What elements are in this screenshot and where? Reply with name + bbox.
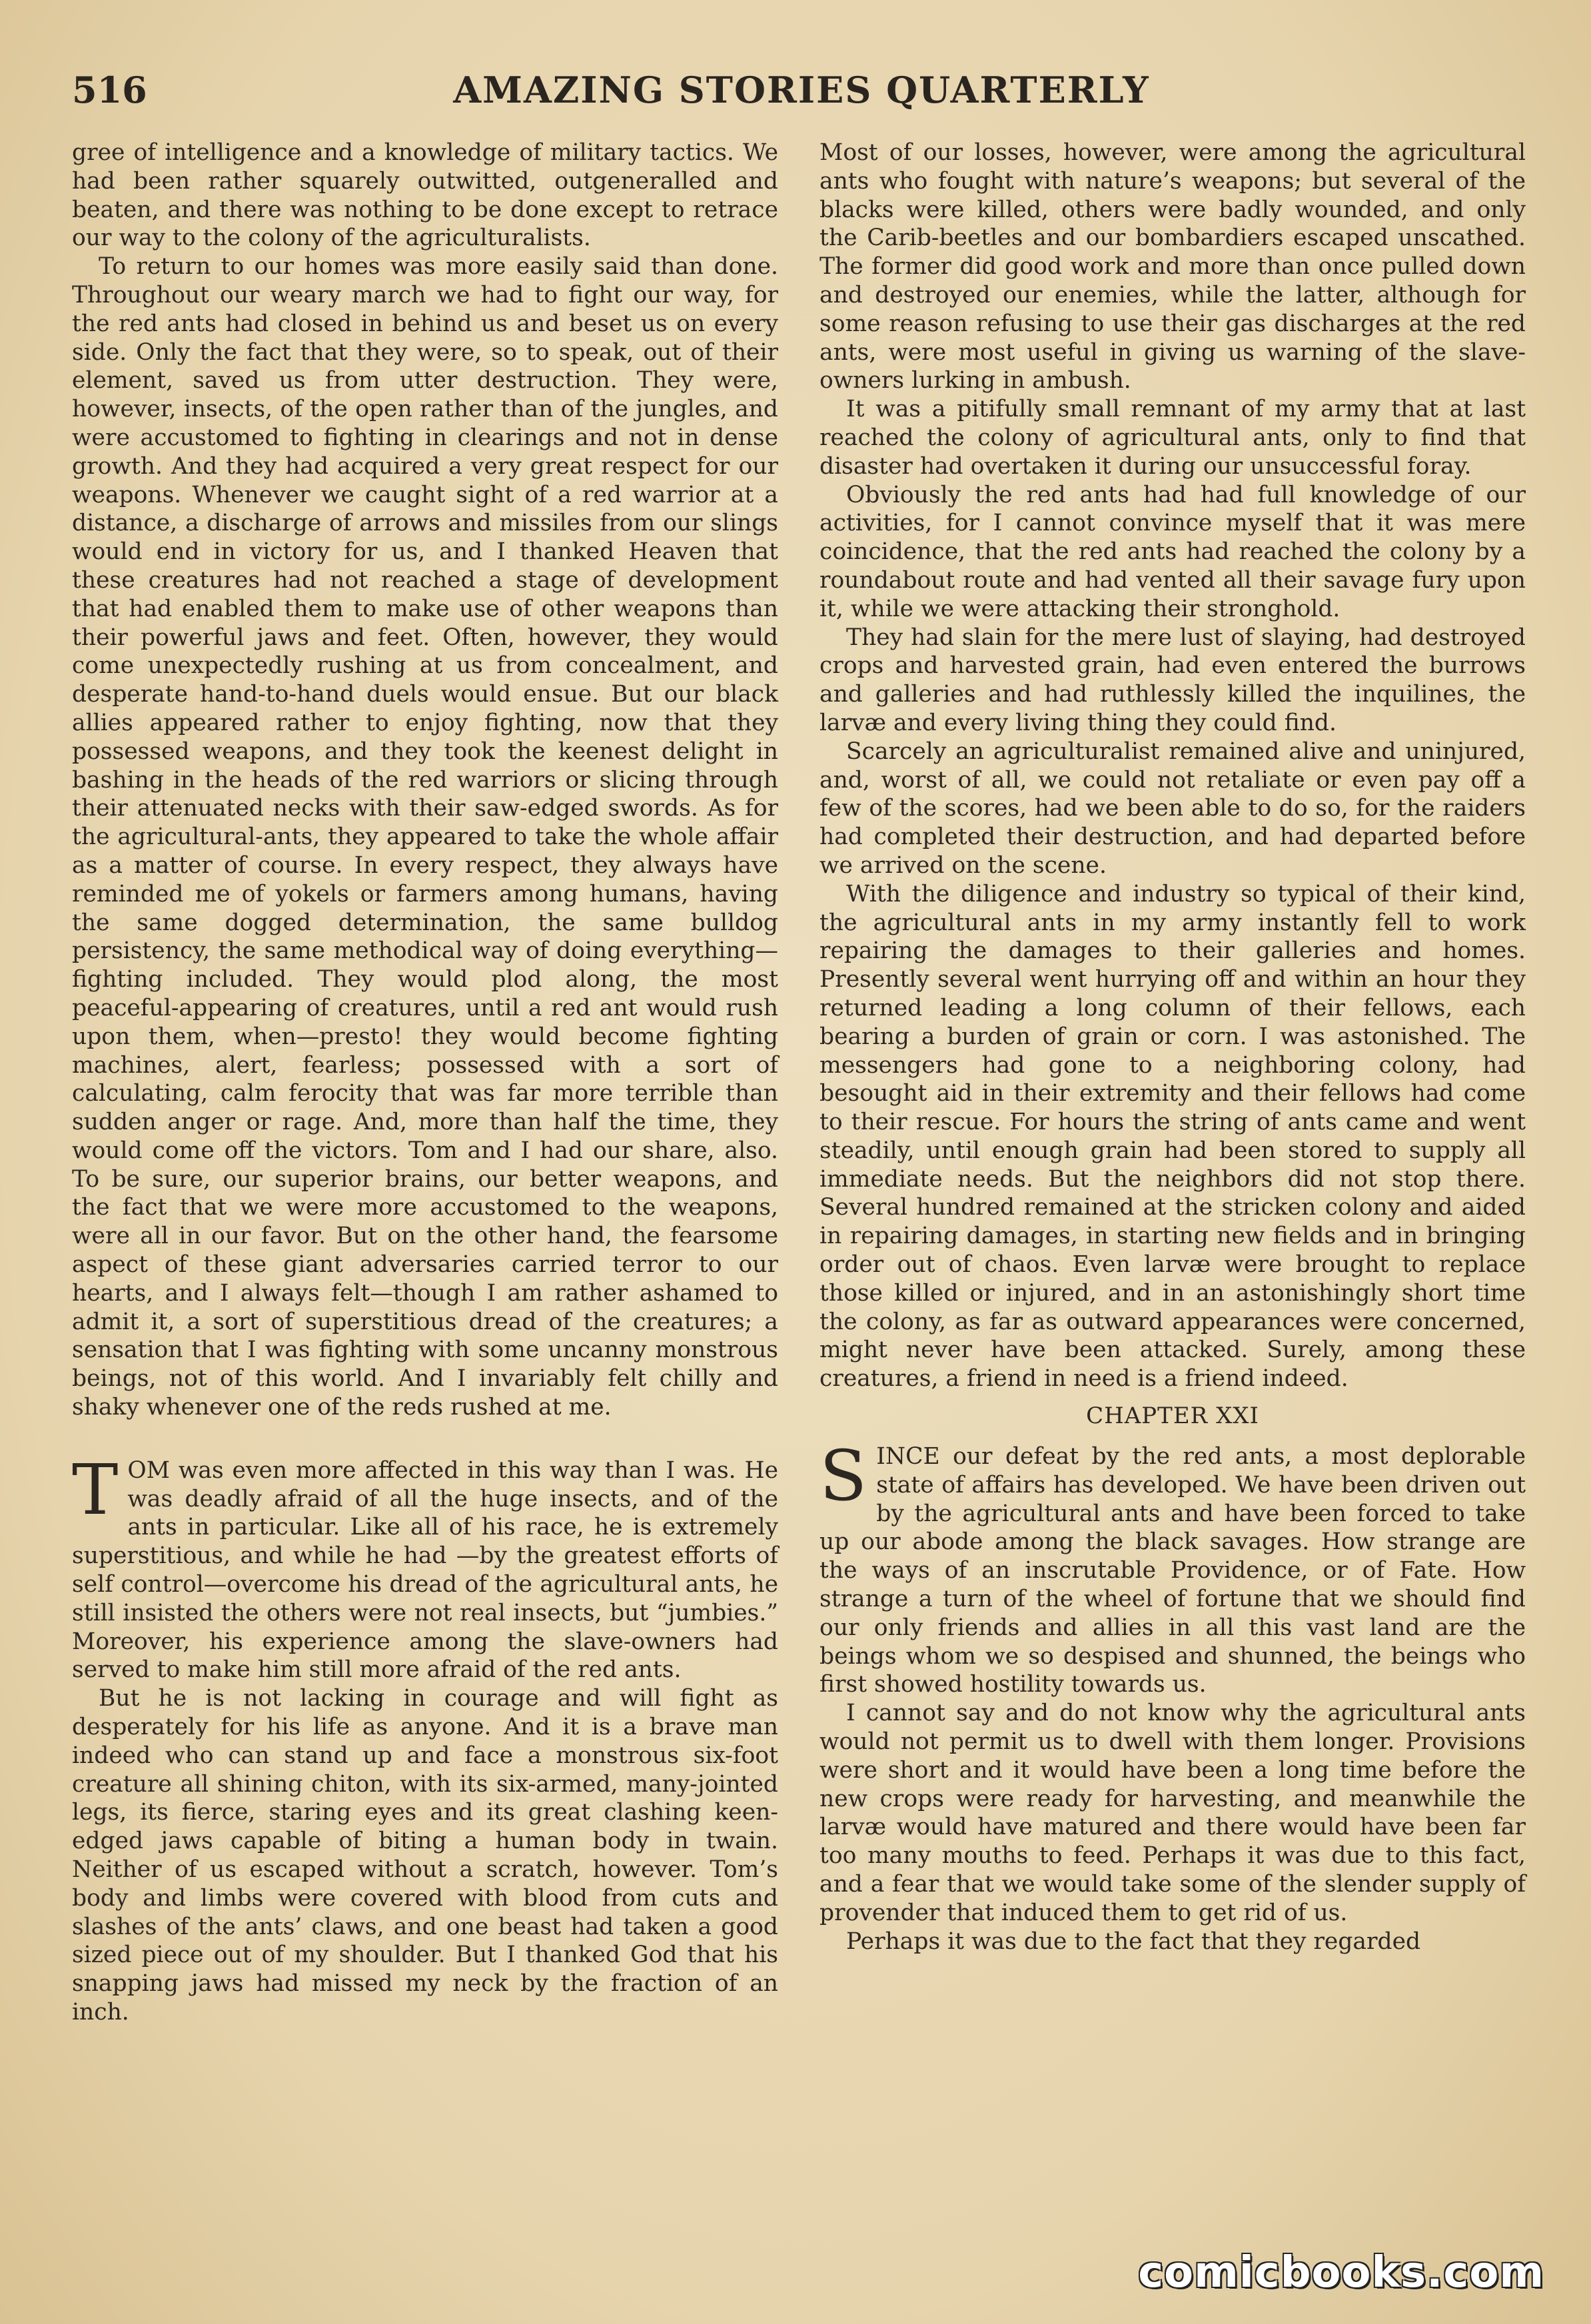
paragraph-with-drop-cap bbox=[72, 1449, 778, 1684]
paragraph: I cannot say and do not know why the agricultural ants would not permit us to dwell with them longer. Provisions were short and it would have been a long time before the new crops were ready for harvesting, and meanwhile the larvæ would have matured and there would have been far too many mouths to feed. Perhaps it was due to this fact, and a fear that we would take some of the slender supply of provender that induced them to get rid of us. bbox=[819, 1700, 1526, 1926]
paragraph: It was a pitifully small remnant of my army that at last reached the colony of agricultural ants, only to find that disaster had overtaken it during our unsuccessful foray. bbox=[819, 396, 1526, 480]
paragraph: They had slain for the mere lust of slaying, had destroyed crops and harvested grain, had even entered the burrows and galleries and had ruthlessly killed the inquilines, the larvæ and every living thing they could find. bbox=[819, 624, 1526, 736]
drop-cap: S bbox=[819, 1435, 867, 1517]
left-column bbox=[72, 139, 778, 2027]
paragraph: With the diligence and industry so typical of their kind, the agricultural ants in my army instantly fell to work repairing the damages to their galleries and homes. Presently several went hurrying off and within an hour they returned leading a long column of their fellows, each bearing a burden of grain or corn. I was astonished. The messengers had gone to a neighboring colony, had besought aid in their extremity and their fellows had come to their rescue. For hours the string of ants came and went steadily, until enough grain had been stored to supply all immediate needs. But the neighbors did not stop there. Several hundred remained at the stricken colony and aided in repairing damages, in starting new fields and in bringing order out of chaos. Even larvæ were brought to replace those killed or injured, and in an astonishingly short time the colony, as far as outward appearances were concerned, might never have been attacked. Surely, among these creatures, a friend in need is a friend indeed. bbox=[819, 880, 1526, 1393]
paragraph: gree of intelligence and a knowledge of military tactics. We had been rather squarely outwitted, outgeneralled and beaten, and there was nothing to be done except to retrace our way to the colony of the agriculturalists. bbox=[72, 139, 778, 252]
paragraph: To return to our homes was more easily said than done. Throughout our weary march we had to fight our way, for the red ants had closed in behind us and beset us on every side. Only the fact that they were, so to speak, out of their element, saved us from utter destruction. They were, however, insects, of the open rather than of the jungles, and were accustomed to fighting in clearings and not in dense growth. And they had acquired a very great respect for our weapons. Whenever we caught sight of a red warrior at a distance, a discharge of arrows and missiles from our slings would end in victory for us, and I thanked Heaven that these creatures had not reached a stage of development that had enabled them to make use of other weapons than their powerful jaws and feet. Often, however, they would come unexpectedly rushing at us from concealment, and desperate hand-to-hand duels would ensue. But our black allies appeared rather to enjoy fighting, now that they possessed weapons, and they took the keenest delight in bashing in the heads of the red warriors or slicing through their attenuated necks with their saw-edged swords. As for the agricultural-ants, they appeared to take the whole affair as a matter of course. In every respect, they always have reminded me of yokels or farmers among humans, having the same dogged determination, the same bulldog persistency, the same methodical way of doing everything—fighting included. They would plod along, the most peaceful-appearing of creatures, until a red ant would rush upon them, when—presto! they would become fighting machines, alert, fearless; possessed with a sort of calculating, calm ferocity that was far more terrible than sudden anger or rage. And, more than half the time, they would come off the victors. Tom and I had our share, also. To be sure, our superior brains, our better weapons, and the fact that we were more accustomed to the weapons, were all in our favor. But on the other hand, the fearsome aspect of these giant adversaries carried terror to our hearts, and I always felt—though I am rather ashamed to admit it, a sort of superstitious dread of the creatures; a sensation that I was fighting with some uncanny monstrous beings, not of this world. And I invariably felt chilly and shaky whenever one of the reds rushed at me. bbox=[72, 253, 778, 1421]
page-header bbox=[72, 63, 1531, 117]
running-title: AMAZING STORIES QUARTERLY bbox=[453, 69, 1150, 111]
watermark-logo: comicbooks.com bbox=[1138, 2248, 1544, 2297]
paragraph: But he is not lacking in courage and will fight as desperately for his life as anyone. And it is a brave man indeed who can stand up and face a monstrous six-foot creature all shining chiton, with its six-armed, many-jointed legs, its fierce, staring eyes and its great clashing keen-edged jaws capable of biting a human body in twain. Neither of us escaped without a scratch, however. Tom’s body and limbs were covered with blood from cuts and slashes of the ants’ claws, and one beast had taken a good sized piece out of my shoulder. But I thanked God that his snapping jaws had missed my neck by the fraction of an inch. bbox=[72, 1685, 778, 2026]
paragraph-text: OM was even more affected in this way than I was. He was deadly afraid of all the huge insects, and of the ants in particular. Like all of his race, he is extremely superstitious, and while he had —by the greatest efforts of self control—overcome his dread of the agricultural ants, he still insisted the others were not real insects, but “jumbies.” Moreover, his experience among the slave-owners had served to make him still more afraid of the red ants. bbox=[72, 1456, 778, 1684]
paragraph-text: INCE our defeat by the red ants, a most deplorable state of affairs has developed. We have been driven out by the agricultural ants and have been forced to take up our abode among the black savages. How strange are the ways of an inscrutable Providence, or of Fate. How strange a turn of the wheel of fortune that we should find our only friends and allies in all this vast land are the beings whom we so despised and shunned, the beings who first showed hostility towards us. bbox=[819, 1443, 1526, 1698]
drop-cap: T bbox=[72, 1449, 119, 1530]
section-break bbox=[72, 1422, 778, 1456]
right-column bbox=[819, 139, 1526, 1956]
paragraph: Most of our losses, however, were among the agricultural ants who fought with nature’s weapons; but several of the blacks were killed, others were badly wounded, and only the Carib-beetles and our bombardiers escaped unscathed. The former did good work and more than once pulled down and destroyed our enemies, while the latter, although for some reason refusing to use their gas discharges at the red ants, were most useful in giving us warning of the slave-owners lurking in ambush. bbox=[819, 139, 1526, 394]
paragraph: Scarcely an agriculturalist remained alive and uninjured, and, worst of all, we could not retaliate or even pay off a few of the scores, had we been able to do so, for the raiders had completed their destruction, and had departed before we arrived on the scene. bbox=[819, 738, 1526, 879]
paragraph: Obviously the red ants had had full knowledge of our activities, for I cannot convince myself that it was mere coincidence, that the red ants had reached the colony by a roundabout route and had vented all their savage fury upon it, while we were attacking their stronghold. bbox=[819, 481, 1526, 622]
chapter-heading: CHAPTER XXI bbox=[1086, 1403, 1259, 1430]
paragraph-with-drop-cap bbox=[819, 1435, 1526, 1699]
paragraph: Perhaps it was due to the fact that they regarded bbox=[846, 1928, 1421, 1955]
page-number: 516 bbox=[72, 69, 147, 111]
